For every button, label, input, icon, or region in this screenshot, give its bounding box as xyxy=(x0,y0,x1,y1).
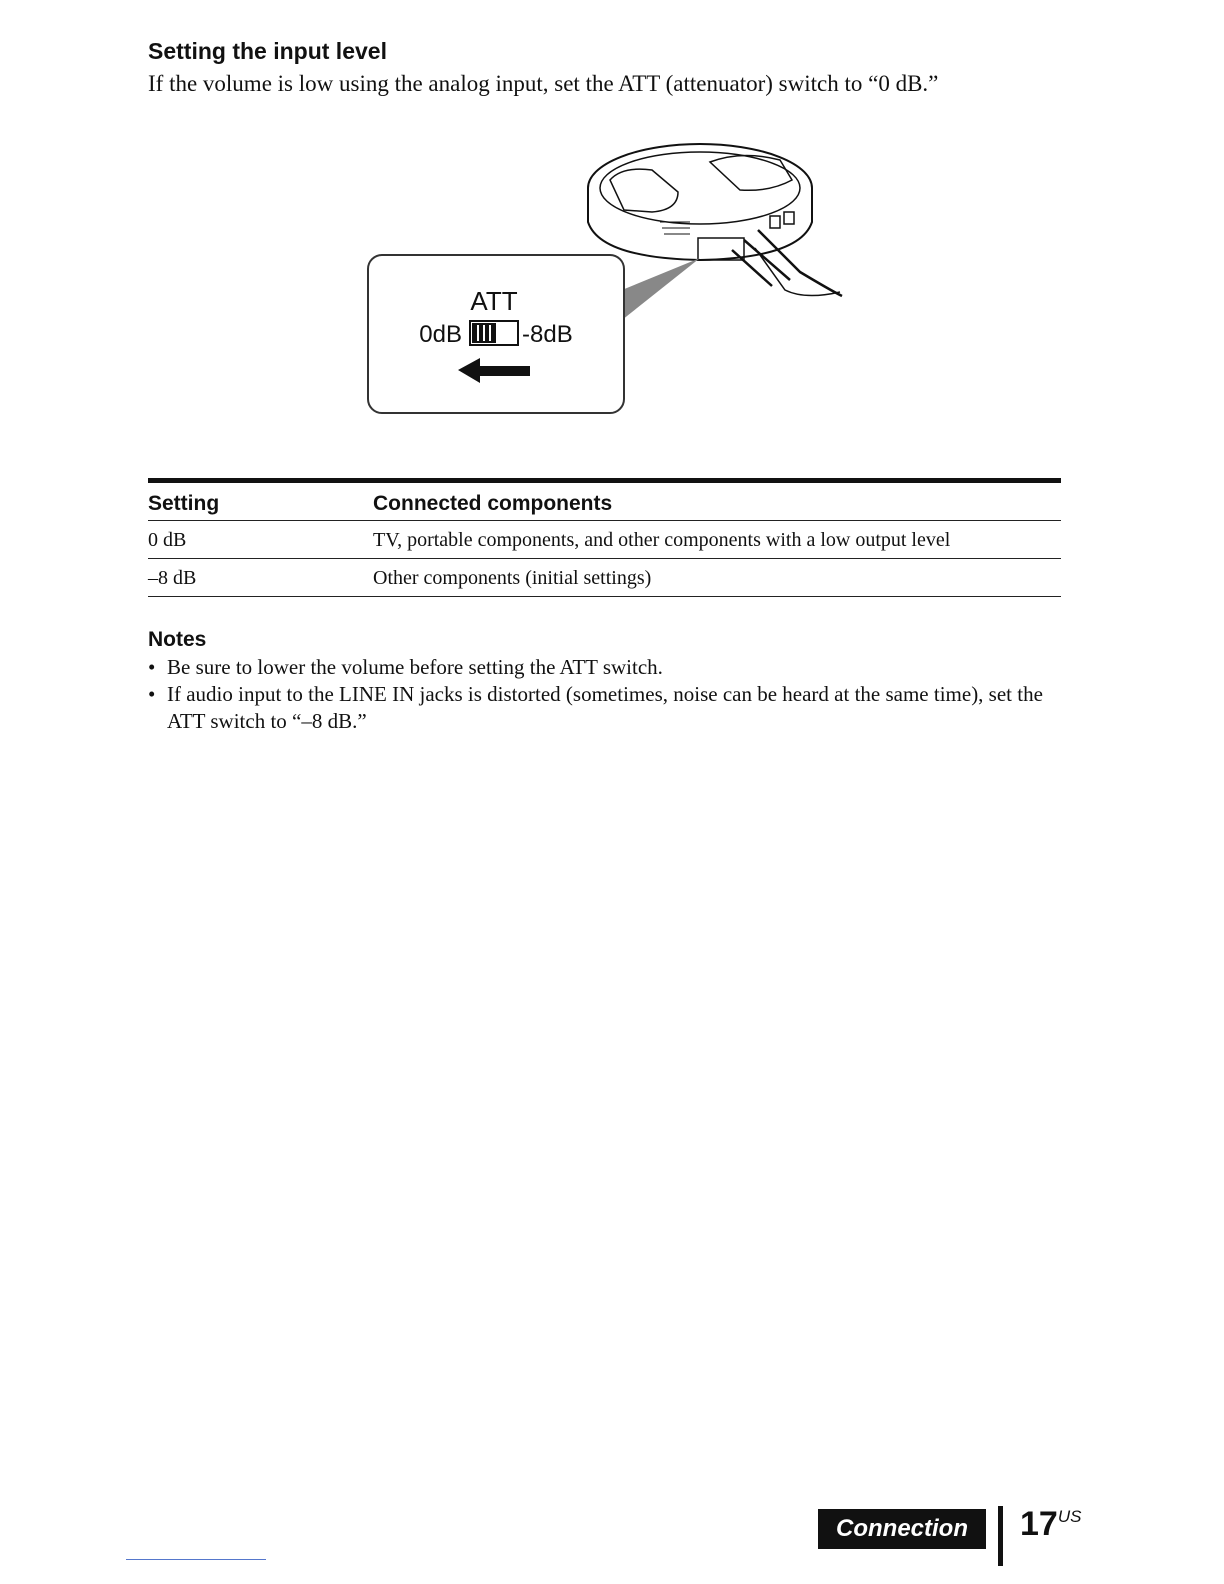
intro-paragraph: If the volume is low using the analog input, set the ATT (attenuator) switch to “0 dB.” xyxy=(148,71,939,96)
bottom-line xyxy=(126,1559,266,1560)
page-number-value: 17 xyxy=(1020,1505,1058,1543)
table-header-row xyxy=(148,483,1061,521)
att-switch-illustration xyxy=(360,140,860,430)
callout-pointer xyxy=(622,258,700,320)
header-connected-components: Connected components xyxy=(373,492,613,515)
table-cell: 0 dB xyxy=(148,529,187,551)
section-badge: Connection xyxy=(818,1509,986,1549)
page-number xyxy=(1020,1505,1081,1544)
bullet-icon: • xyxy=(148,682,156,706)
section-heading: Setting the input level xyxy=(148,38,387,64)
switch-label-0db: 0dB xyxy=(419,321,462,348)
device-illustration xyxy=(588,144,842,296)
footer-divider xyxy=(998,1506,1003,1566)
table-cell: –8 dB xyxy=(148,567,197,589)
note-text: If audio input to the LINE IN jacks is distorted (sometimes, noise can be heard at the same time), set the ATT switch to “–8 dB.” xyxy=(167,682,1043,733)
att-switch-icon xyxy=(470,321,518,345)
callout-title: ATT xyxy=(470,286,518,316)
switch-label-minus8db: -8dB xyxy=(522,321,573,348)
table-row xyxy=(148,521,1061,559)
page-number-suffix: US xyxy=(1057,1507,1082,1526)
notes-title: Notes xyxy=(148,628,207,651)
note-item xyxy=(148,681,1047,735)
table-cell: TV, portable components, and other components with a low output level xyxy=(373,529,951,551)
note-text: Be sure to lower the volume before setting the ATT switch. xyxy=(167,655,663,679)
settings-table xyxy=(148,478,1061,597)
bullet-icon: • xyxy=(148,655,156,679)
header-setting: Setting xyxy=(148,492,220,515)
table-row xyxy=(148,559,1061,597)
note-item xyxy=(148,654,1047,681)
table-cell: Other components (initial settings) xyxy=(373,567,652,589)
